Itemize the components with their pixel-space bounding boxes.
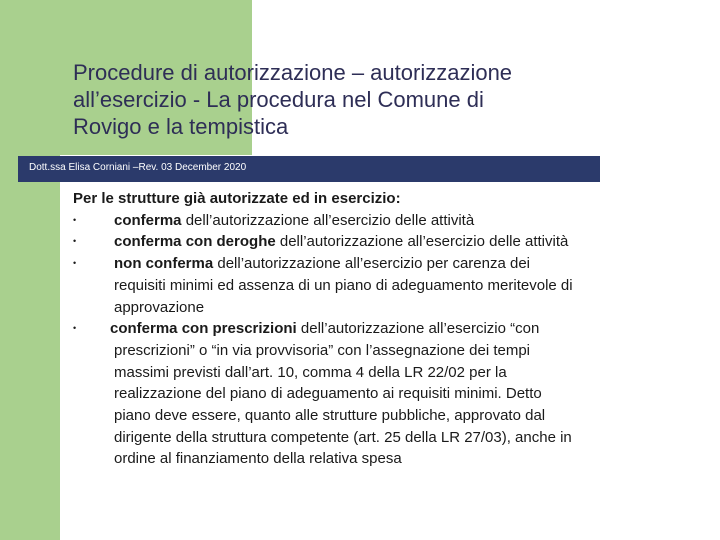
bullet-line [73, 318, 673, 340]
slide-title-line: all’esercizio - La procedura nel Comune di [73, 87, 484, 112]
bullet-keyword: conferma [114, 211, 182, 229]
bullet-line [73, 405, 673, 427]
slide-title [73, 59, 683, 140]
bullet-line [73, 231, 673, 253]
bullet-text: dell’autorizzazione all’esercizio per carenza dei [213, 255, 531, 273]
bullet-line [73, 210, 673, 232]
left-decorative-band [0, 0, 60, 540]
bullet-dot-icon: • [73, 236, 77, 247]
bullet-item [73, 253, 673, 318]
slide-title-line: Procedure di autorizzazione – autorizzazione [73, 60, 513, 85]
slide-title-line: Rovigo e la tempistica [73, 114, 289, 139]
bullet-dot-icon: • [73, 214, 77, 225]
bullet-dot-icon: • [73, 258, 77, 269]
bullet-item [73, 210, 673, 232]
bullet-line [73, 427, 673, 449]
bullet-line [73, 253, 673, 275]
bullet-item [73, 318, 673, 470]
bullet-text: dell’autorizzazione all’esercizio delle attività [275, 233, 569, 251]
bullet-line [73, 448, 673, 470]
bullet-text: dell’autorizzazione all’esercizio delle attività [181, 211, 475, 229]
intro-heading: Per le strutture già autorizzate ed in esercizio: [73, 190, 401, 207]
slide-body [73, 188, 673, 470]
bullet-text: ordine al finanziamento della relativa spesa [114, 450, 402, 468]
bullet-dot-icon: • [73, 323, 77, 334]
bullet-text: prescrizioni” o “in via provvisoria” con l’assegnazione dei tempi [114, 341, 531, 359]
bullet-text: approvazione [114, 298, 205, 316]
bullet-line [73, 297, 673, 319]
bullet-line [73, 362, 673, 384]
author-credit: Dott.ssa Elisa Corniani –Rev. 03 December 2020 [29, 162, 247, 173]
bullet-text: massimi previsti dall’art. 10, comma 4 della LR 22/02 per la [114, 363, 507, 381]
bullet-line [73, 340, 673, 362]
bullet-keyword: non conferma [114, 255, 214, 273]
bullet-text: realizzazione del piano di adeguamento ai requisiti minimi. Detto [114, 385, 542, 403]
author-bar [18, 156, 600, 182]
bullet-keyword: conferma con prescrizioni [110, 320, 297, 338]
bullet-text: dirigente della struttura competente (art. 25 della LR 27/03), anche in [114, 428, 572, 446]
bullet-list [73, 210, 673, 470]
bullet-line [73, 383, 673, 405]
bullet-text: requisiti minimi ed assenza di un piano di adeguamento meritevole di [114, 276, 573, 294]
bullet-keyword: conferma con deroghe [114, 233, 276, 251]
bullet-text: dell’autorizzazione all’esercizio “con [296, 320, 540, 338]
bullet-item [73, 231, 673, 253]
bullet-line [73, 275, 673, 297]
bullet-text: piano deve essere, quanto alle strutture pubbliche, approvato dal [114, 407, 546, 425]
